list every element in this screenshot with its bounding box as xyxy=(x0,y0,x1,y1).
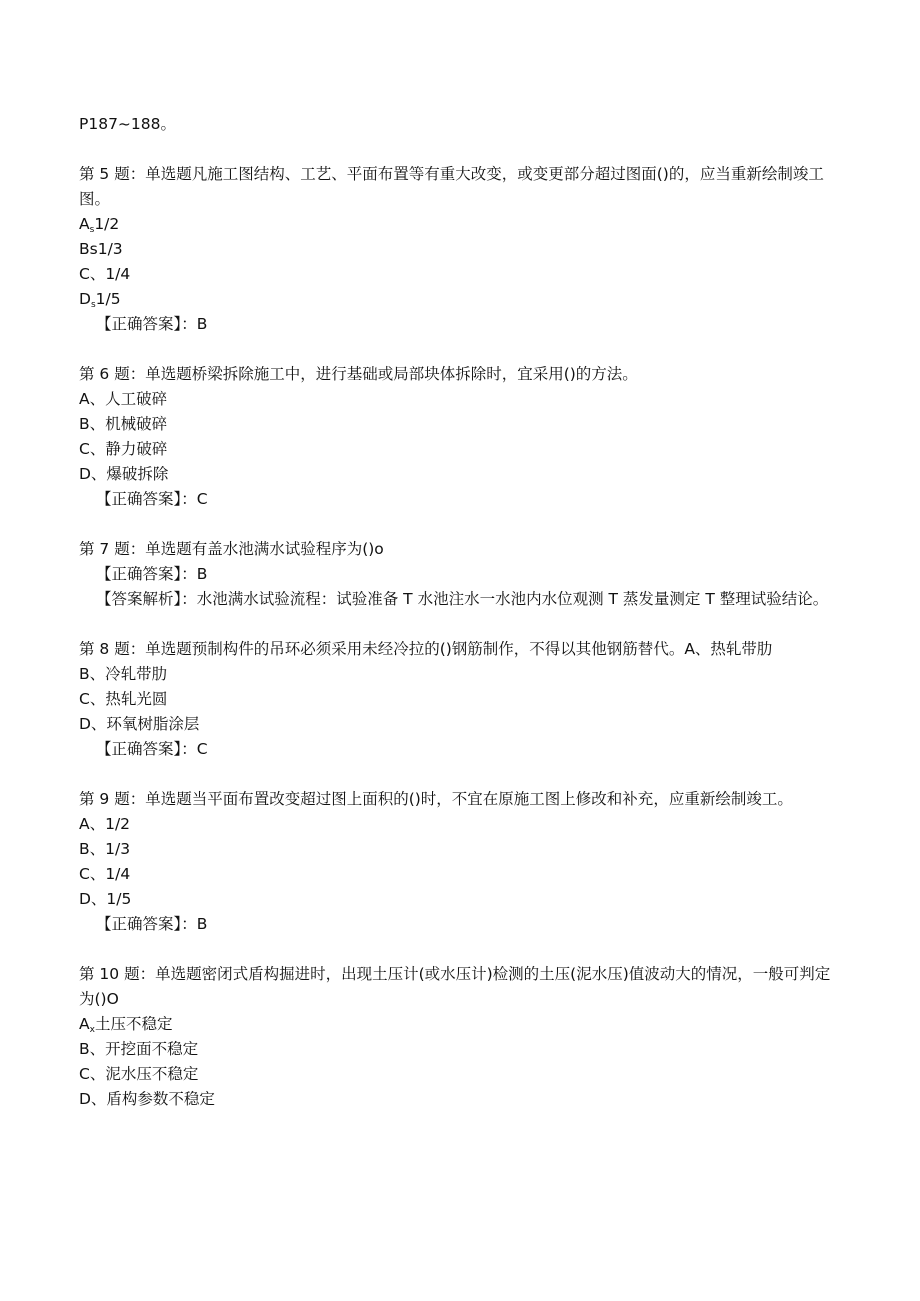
spacer xyxy=(79,762,839,787)
question-10 xyxy=(79,962,839,1112)
spacer xyxy=(79,937,839,962)
question-title: 第 5 题：单选题凡施工图结构、工艺、平面布置等有重大改变，或变更部分超过图面()的，应当重新绘制竣工图。 xyxy=(79,165,824,208)
option-d: D、1/5 xyxy=(79,890,132,908)
question-title: 第 6 题：单选题桥梁拆除施工中，进行基础或局部块体拆除时，宜采用()的方法。 xyxy=(79,365,638,383)
option-text: 1/2 xyxy=(94,215,120,233)
option-separator: s xyxy=(89,225,95,235)
option-separator: s xyxy=(90,300,96,310)
question-title: 第 7 题：单选题有盖水池满水试验程序为()o xyxy=(79,540,384,558)
question-title: 第 10 题：单选题密闭式盾构掘进时，出现土压计(或水压计)检测的土压(泥水压)值波动大的情况，一般可判定为()O xyxy=(79,965,831,1008)
option-a xyxy=(79,1012,839,1037)
correct-answer: 【正确答案】：B xyxy=(96,315,208,333)
option-c: C、1/4 xyxy=(79,265,131,283)
question-9 xyxy=(79,787,839,937)
spacer xyxy=(79,512,839,537)
spacer xyxy=(79,337,839,362)
answer-analysis xyxy=(79,587,839,612)
document-page xyxy=(79,112,839,1112)
question-5 xyxy=(79,162,839,337)
question-title: 第 8 题：单选题预制构件的吊环必须采用未经冷拉的()钢筋制作，不得以其他钢筋替代。A、热轧带肋 xyxy=(79,640,773,658)
option-d: D、盾构参数不稳定 xyxy=(79,1090,215,1108)
option-d: D、爆破拆除 xyxy=(79,465,169,483)
option-b: B、开挖面不稳定 xyxy=(79,1040,199,1058)
option-c: C、静力破碎 xyxy=(79,440,168,458)
correct-answer: 【正确答案】：B xyxy=(96,565,208,583)
question-6 xyxy=(79,362,839,512)
option-b: B、冷轧带肋 xyxy=(79,665,168,683)
option-text: 土压不稳定 xyxy=(94,1015,173,1033)
correct-answer: 【正确答案】：C xyxy=(96,490,208,508)
option-c: C、1/4 xyxy=(79,865,131,883)
analysis-text: 【答案解析】：水池满水试验流程：试验准备 T 水池注水一水池内水位观测 T 蒸发量测定 T 整理试验结论。 xyxy=(96,590,829,608)
option-a: A、1/2 xyxy=(79,815,131,833)
option-letter: A xyxy=(79,1015,90,1033)
option-b: B、机械破碎 xyxy=(79,415,168,433)
option-separator: x xyxy=(89,1025,95,1035)
option-letter: A xyxy=(79,215,90,233)
option-b: Bs1/3 xyxy=(79,240,123,258)
question-8 xyxy=(79,637,839,762)
option-a: A、人工破碎 xyxy=(79,390,168,408)
correct-answer: 【正确答案】：B xyxy=(96,915,208,933)
option-letter: D xyxy=(79,290,91,308)
option-b: B、1/3 xyxy=(79,840,131,858)
option-c: C、热轧光圆 xyxy=(79,690,168,708)
question-7 xyxy=(79,537,839,612)
option-d: D、环氧树脂涂层 xyxy=(79,715,200,733)
spacer xyxy=(79,612,839,637)
option-d xyxy=(79,287,839,312)
reference-line: P187~188。 xyxy=(79,115,177,133)
spacer xyxy=(79,137,839,162)
option-a xyxy=(79,212,839,237)
correct-answer: 【正确答案】：C xyxy=(96,740,208,758)
option-c: C、泥水压不稳定 xyxy=(79,1065,199,1083)
question-title: 第 9 题：单选题当平面布置改变超过图上面积的()时，不宜在原施工图上修改和补充，应重新绘制竣工。 xyxy=(79,790,793,808)
option-text: 1/5 xyxy=(95,290,121,308)
